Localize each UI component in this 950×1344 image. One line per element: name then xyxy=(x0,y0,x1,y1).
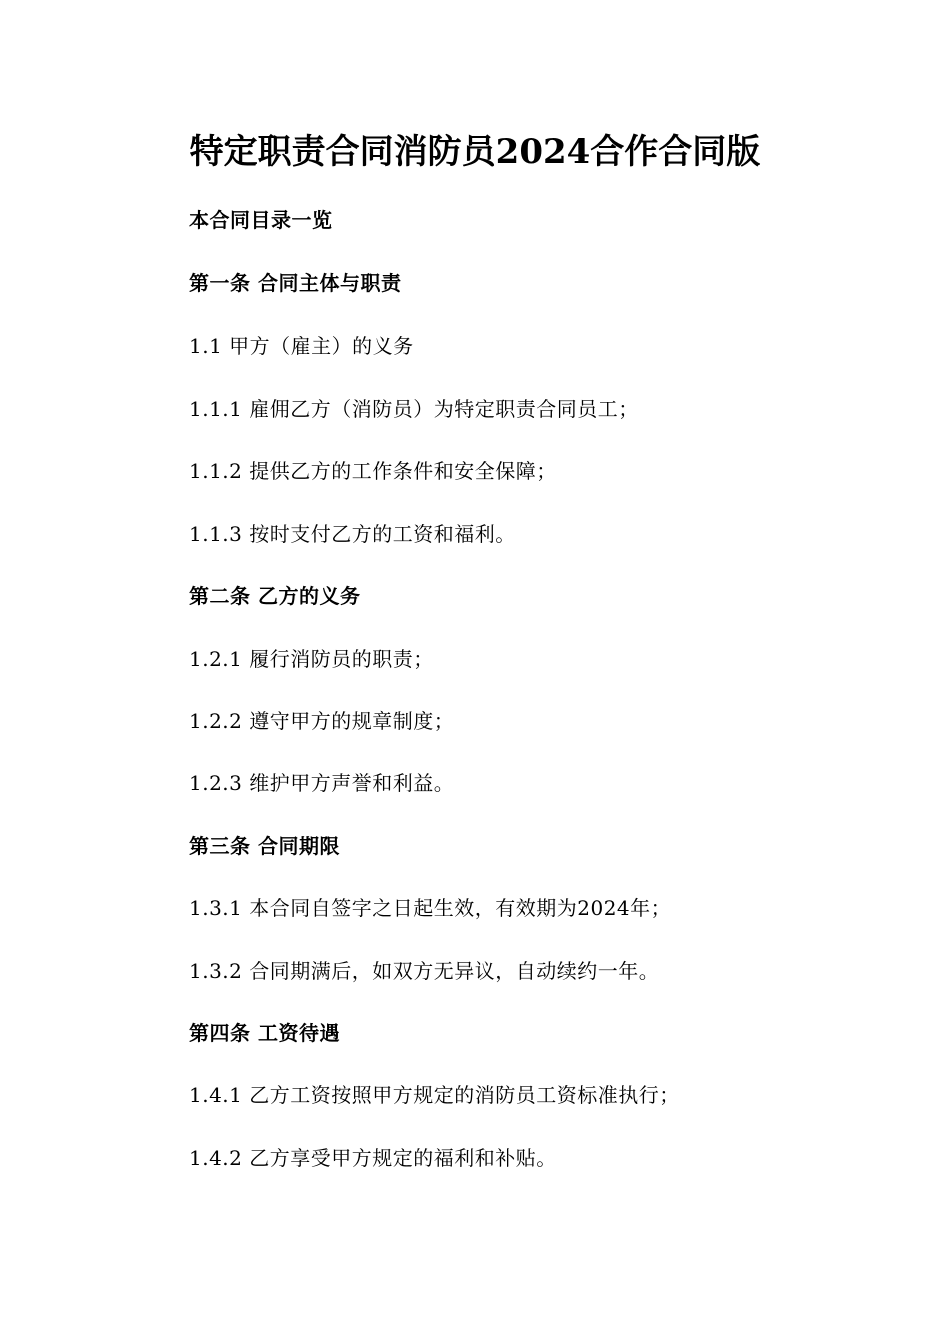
clause-1-1-2: 1.1.2 提供乙方的工作条件和安全保障； xyxy=(189,459,557,483)
clause-1-2-1: 1.2.1 履行消防员的职责； xyxy=(189,647,434,671)
clause-1-1: 1.1 甲方（雇主）的义务 xyxy=(189,334,414,358)
clause-1-2-2: 1.2.2 遵守甲方的规章制度； xyxy=(189,709,455,733)
article-4-heading: 第四条 工资待遇 xyxy=(189,1021,340,1045)
article-1-heading: 第一条 合同主体与职责 xyxy=(189,271,402,295)
toc-heading: 本合同目录一览 xyxy=(189,208,333,232)
clause-1-3-2: 1.3.2 合同期满后，如双方无异议，自动续约一年。 xyxy=(189,959,660,983)
article-2-heading: 第二条 乙方的义务 xyxy=(189,584,361,608)
clause-1-4-1: 1.4.1 乙方工资按照甲方规定的消防员工资标准执行； xyxy=(189,1083,680,1107)
clause-1-1-1: 1.1.1 雇佣乙方（消防员）为特定职责合同员工； xyxy=(189,397,639,421)
clause-1-1-3: 1.1.3 按时支付乙方的工资和福利。 xyxy=(189,522,516,546)
clause-1-4-2: 1.4.2 乙方享受甲方规定的福利和补贴。 xyxy=(189,1146,557,1170)
document-title: 特定职责合同消防员2024合作合同版 xyxy=(189,132,761,172)
clause-1-2-3: 1.2.3 维护甲方声誉和利益。 xyxy=(189,771,455,795)
clause-1-3-1: 1.3.1 本合同自签字之日起生效，有效期为2024年； xyxy=(189,896,672,920)
article-3-heading: 第三条 合同期限 xyxy=(189,834,340,858)
